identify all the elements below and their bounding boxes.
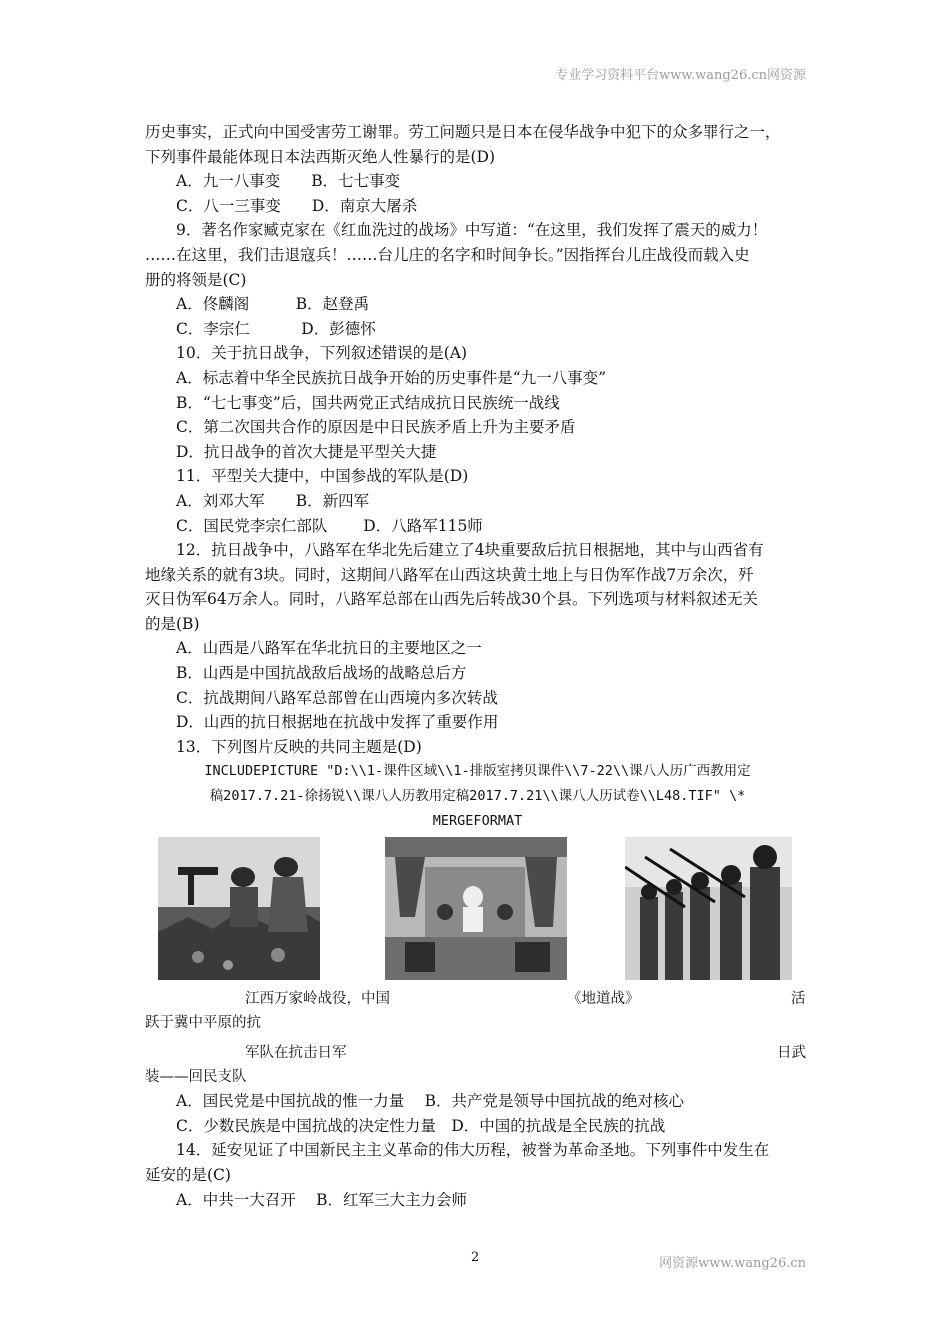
field-code-line: MERGEFORMAT (432, 812, 523, 829)
document-body (145, 120, 810, 1212)
question-12: 12．抗日战争中，八路军在华北先后建立了4块重要敌后抗日根据地，其中与山西省有 (176, 541, 764, 560)
question-9: 9．著名作家臧克家在《红血洗过的战场》中写道：“在这里，我们发挥了震天的威力！ (176, 221, 768, 240)
photo-hui-detachment (625, 837, 792, 980)
option-line: C．少数民族是中国抗战的决定性力量 D．中国的抗战是全民族的抗战 (176, 1116, 666, 1135)
option-line: D．山西的抗日根据地在抗战中发挥了重要作用 (176, 713, 499, 732)
caption-row-3 (145, 1041, 810, 1065)
text-line: 灭日伪军64万余人。同时，八路军总部在山西先后转战30个县。下列选项与材料叙述无关 (145, 590, 758, 609)
photo-tunnel-warfare (385, 837, 567, 980)
field-code-line: INCLUDEPICTURE "D:\\1-课件区域\\1-排版室拷贝课件\\7-22\\课八人历广西教用定 (204, 763, 751, 780)
photo-row (145, 837, 810, 987)
text-line: 册的将领是(C) (145, 270, 247, 289)
text-line: ……在这里，我们击退寇兵！……台儿庄的名字和时间争长。”因指挥台儿庄战役而载入史 (145, 245, 750, 264)
option-line: D．抗日战争的首次大捷是平型关大捷 (176, 442, 437, 461)
option-line: A．九一八事变 B．七七事变 (176, 172, 401, 191)
option-line: A．国民党是中国抗战的惟一力量 B．共产党是领导中国抗战的绝对核心 (176, 1092, 685, 1111)
option-line: B．山西是中国抗战敌后战场的战略总后方 (176, 664, 467, 683)
photo-battle-wanjialing (158, 837, 320, 980)
field-code-line: 稿2017.7.21-徐扬锐\\课八人历教用定稿2017.7.21\\课八人历试卷\\L48.TIF" \* (209, 788, 746, 805)
option-line: C．抗战期间八路军总部曾在山西境内多次转战 (176, 688, 498, 707)
text-line: 地缘关系的就有3块。同时，这期间八路军在山西这块黄土地上与日伪军作战7万余次，歼 (145, 565, 754, 584)
caption-6: 日武 (777, 1045, 806, 1062)
footer-site: 网资源www.wang26.cn (659, 1256, 806, 1271)
question-13: 13．下列图片反映的共同主题是(D) (176, 737, 422, 756)
text-line: 历史事实，正式向中国受害劳工谢罪。劳工问题只是日本在侵华战争中犯下的众多罪行之一， (145, 123, 781, 141)
caption-row-4 (145, 1065, 810, 1089)
caption-row-2 (145, 1011, 810, 1035)
option-line: C．八一三事变 D．南京大屠杀 (176, 196, 418, 215)
option-line: A．山西是八路军在华北抗日的主要地区之一 (176, 639, 482, 658)
caption-2: 《地道战》 (567, 991, 640, 1008)
caption-5: 军队在抗击日军 (245, 1045, 347, 1062)
option-line: A．标志着中华全民族抗日战争开始的历史事件是“九一八事变” (176, 368, 607, 387)
option-line: C．第二次国共合作的原因是中日民族矛盾上升为主要矛盾 (176, 418, 576, 437)
caption-3: 活 (791, 991, 806, 1008)
option-line: A．刘邓大军 B．新四军 (176, 491, 370, 510)
text-line: 下列事件最能体现日本法西斯灭绝人性暴行的是(D) (145, 147, 496, 166)
caption-1: 江西万家岭战役，中国 (245, 991, 390, 1008)
option-line: B．“七七事变”后，国共两党正式结成抗日民族统一战线 (176, 393, 560, 412)
question-11: 11．平型关大捷中，中国参战的军队是(D) (176, 467, 469, 486)
question-14: 14．延安见证了中国新民主主义革命的伟大历程，被誉为革命圣地。下列事件中发生在 (176, 1141, 770, 1160)
text-line: 延安的是(C) (145, 1166, 231, 1184)
option-line: C．李宗仁 D．彭德怀 (176, 319, 376, 338)
option-line: A．佟麟阁 B．赵登禹 (176, 295, 370, 314)
header-site: 专业学习资料平台www.wang26.cn网资源 (555, 68, 806, 83)
question-10: 10．关于抗日战争，下列叙述错误的是(A) (176, 344, 468, 363)
option-line: A．中共一大召开 B．红军三大主力会师 (176, 1190, 468, 1209)
option-line: C．国民党李宗仁部队 D．八路军115师 (176, 516, 483, 535)
page-number: 2 (471, 1250, 480, 1265)
caption-row-1 (145, 987, 810, 1011)
text-line: 的是(B) (145, 614, 200, 633)
caption-7: 装——回民支队 (145, 1069, 247, 1086)
caption-4: 跃于冀中平原的抗 (145, 1015, 261, 1032)
